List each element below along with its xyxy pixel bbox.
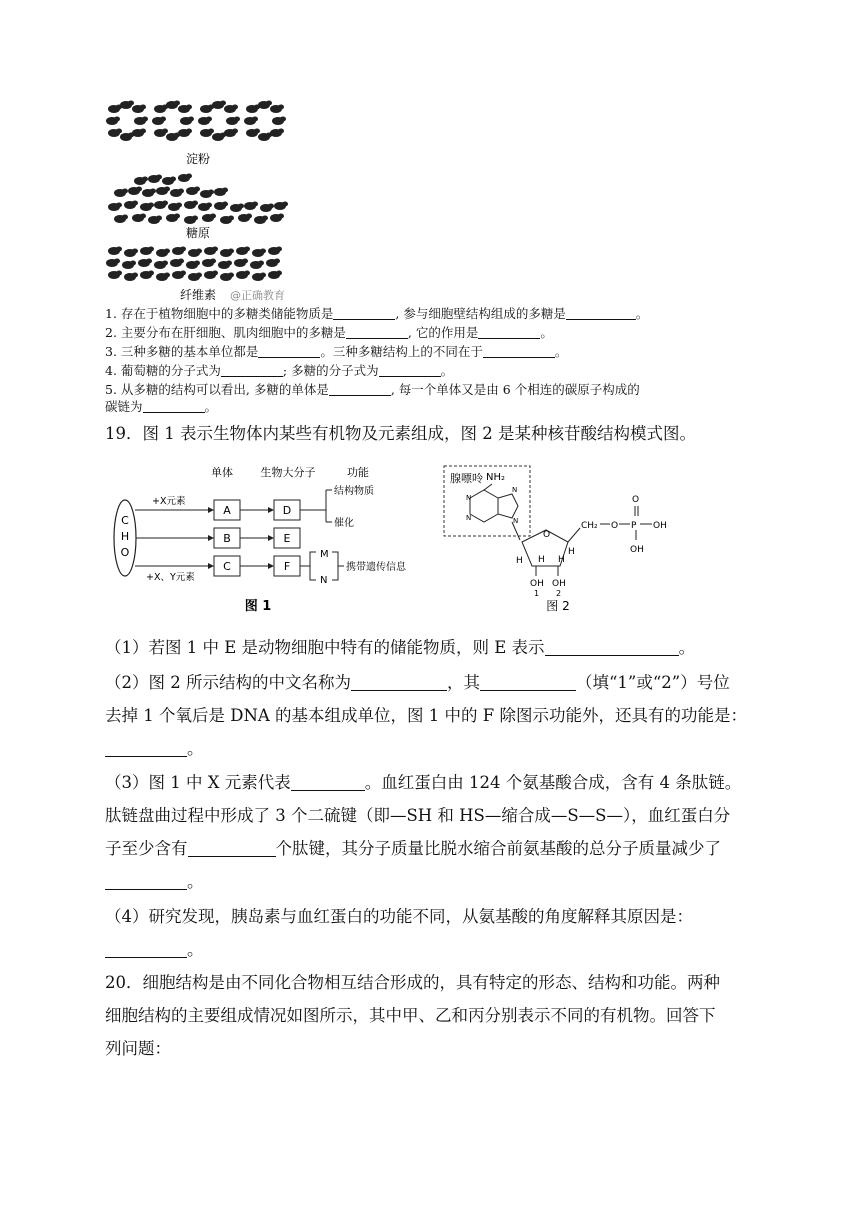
element-o: O [120,546,130,559]
function-genetic-info: 携带遗传信息 [346,562,406,573]
ch2-label: CH₂ [581,521,598,531]
figure-2-caption: 图 2 [546,599,570,613]
element-c: C [121,514,129,527]
svg-text:N: N [466,494,472,502]
header-function: 功能 [347,466,369,479]
glycogen-label: 糖原 [185,226,211,240]
ring-oxygen: O [543,530,551,540]
polysaccharide-figure [100,95,300,305]
poly-question-5: 5. 从多糖的结构可以看出, 多糖的单体是 , 每一个单体又是由 6 个相连的碳原子构成的 碳链为 。 [105,382,640,414]
poly-question-1: 1. 存在于植物细胞中的多糖类储能物质是 , 参与细胞壁结构组成的多糖是 。 [105,306,649,321]
arrow-bottom-label: +X、Y元素 [146,572,195,583]
q19-sub4: （4）研究发现，胰岛素与血红蛋白的功能不同，从氨基酸的角度解释其原因是： 。 [105,907,693,959]
function-catalysis: 催化 [334,518,354,529]
starch-structure [106,101,286,142]
position-1: 1 [534,589,540,598]
q19-sub2: （2）图 2 所示结构的中文名称为 ，其 （填“1”或“2”）号位 去掉 1 个氧后是 DNA 的基本组成单位，图 1 中的 F 除图示功能外，还具有的功能是： 。 [105,673,747,758]
link-oxygen: O [611,521,619,531]
h-3: H [516,556,523,566]
phosphate-oh-bottom: OH [630,545,644,555]
cellulose-structure [106,247,282,282]
monomer-b: B [223,532,231,545]
svg-text:N: N [512,486,518,494]
oh-1: OH [530,579,544,589]
glycogen-structure [108,174,288,225]
question-19-stem: 19．图 1 表示生物体内某些有机物及元素组成，图 2 是某种核苷酸结构模式图。 [105,424,696,443]
h-1: H [538,555,545,565]
header-macromolecule: 生物大分子 [260,466,316,479]
macro-f: F [283,560,291,573]
header-monomer: 单体 [211,466,233,479]
poly-question-2: 2. 主要分布在肝细胞、肌肉细胞中的多糖是 , 它的作用是 。 [105,325,553,340]
monomer-c: C [223,560,231,573]
cellulose-label: 纤维素 [179,288,217,302]
phosphate-double-o: O [632,495,640,505]
arrow-top-label: +X元素 [152,496,186,507]
figure-1 [110,460,430,620]
q19-sub3: （3）图 1 中 X 元素代表 。血红蛋白由 124 个氨基酸合成，含有 4 条肽链。 肽链盘曲过程中形成了 3 个二硫键（即—SH 和 HS—缩合成—S—S—），血红蛋白分 子至少含有 个肽键，其分子质量比脱水缩合前氨基酸的总分子质量减少了 。 [105,773,742,891]
label-m: M [320,549,329,560]
label-n: N [320,575,328,586]
adenine-ring [470,484,518,522]
h-4: H [568,547,575,557]
question-20: 20．细胞结构是由不同化合物相互结合形成的，具有特定的形态、结构和功能。两种 细胞结构的主要组成情况如图所示，其中甲、乙和丙分别表示不同的有机物。回答下 列问题： [105,973,720,1058]
poly-question-4: 4. 葡萄糖的分子式为 ; 多糖的分子式为 。 [105,363,454,378]
q19-sub1: （1）若图 1 中 E 是动物细胞中特有的储能物质，则 E 表示 。 [105,638,696,657]
svg-text:N: N [466,514,472,522]
svg-text:N: N [513,517,519,525]
macro-e: E [283,532,291,545]
position-2: 2 [556,589,562,598]
figure-2 [440,462,700,617]
nh2-label: NH₂ [486,472,506,483]
starch-label: 淀粉 [185,152,211,166]
macro-d: D [282,504,292,517]
element-h: H [120,530,130,543]
watermark: @正确教育 [230,289,285,302]
poly-question-3: 3. 三种多糖的基本单位都是 。三种多糖结构上的不同在于 。 [105,344,568,359]
h-2: H [558,555,565,565]
oh-2: OH [552,579,566,589]
phosphorus: P [631,521,637,531]
function-structural: 结构物质 [334,486,374,497]
phosphate-oh-right: OH [653,521,667,531]
adenine-label: 腺嘌呤 [450,472,483,485]
monomer-a: A [223,504,231,517]
figure-1-caption: 图 1 [244,599,272,614]
